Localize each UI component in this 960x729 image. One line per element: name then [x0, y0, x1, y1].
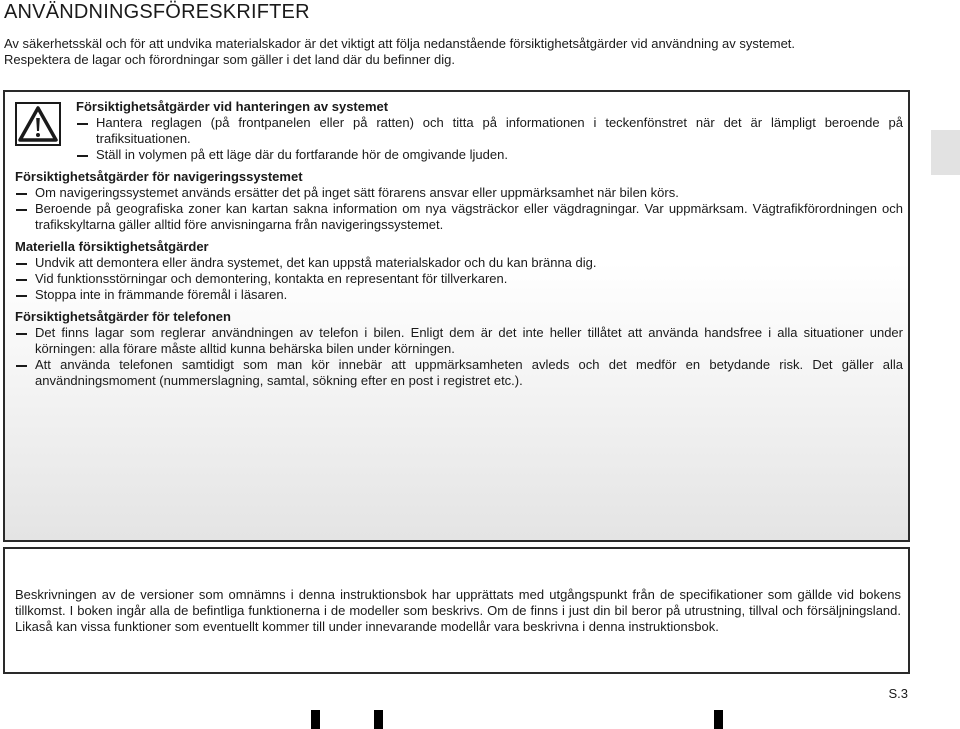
section-list	[15, 185, 903, 233]
side-tab-marker	[931, 130, 960, 175]
warning-box	[3, 90, 910, 542]
section-list	[15, 325, 903, 389]
list-item: Beroende på geografiska zoner kan kartan sakna information om nya vägsträckor eller vägdragningar. Var uppmärksam. Vägtrafikförordningen och trafikskyltarna gäller alltid före anvisningarna från navigeringssystemet.	[15, 201, 903, 233]
page-title: ANVÄNDNINGSFÖRESKRIFTER	[4, 1, 310, 23]
intro-text	[4, 36, 924, 68]
list-item: Om navigeringssystemet används ersätter det på inget sätt förarens ansvar eller uppmärksamhet när bilen körs.	[15, 185, 903, 201]
section-list	[15, 255, 903, 303]
section-heading: Materiella försiktighetsåtgärder	[15, 239, 209, 254]
list-item: Ställ in volymen på ett läge där du fortfarande hör de omgivande ljuden.	[76, 147, 903, 163]
intro-line-2: Respektera de lagar och förordningar som gäller i det land där du befinner dig.	[4, 52, 455, 67]
section-list	[76, 115, 903, 163]
list-item: Vid funktionsstörningar och demontering, kontakta en representant för tillverkaren.	[15, 271, 903, 287]
section-heading: Försiktighetsåtgärder för navigeringssystemet	[15, 169, 303, 184]
list-item: Stoppa inte in främmande föremål i läsaren.	[15, 287, 903, 303]
section-system-handling	[15, 99, 903, 163]
page-number: S.3	[888, 686, 908, 701]
crop-mark	[374, 710, 383, 729]
section-heading: Försiktighetsåtgärder för telefonen	[15, 309, 231, 324]
info-text: Beskrivningen av de versioner som omnämns i denna instruktionsbok har upprättats med utgångspunkt från de specifikationer som gällde vid bokens tillkomst. I boken ingår alla de befintliga funktionerna i de modeller som beskrivs. Om de finns i just din bil beror på utrustning, tillval och försäljningsland. Likaså kan vissa funktioner som eventuellt kommer till under innevarande modellår vara beskrivna i denna instruktionsbok.	[15, 587, 901, 634]
section-navigation	[15, 169, 903, 233]
warning-content	[15, 99, 903, 395]
section-heading: Försiktighetsåtgärder vid hanteringen av systemet	[76, 99, 389, 114]
crop-mark	[714, 710, 723, 729]
list-item: Undvik att demontera eller ändra systemet, det kan uppstå materialskador och du kan bränna dig.	[15, 255, 903, 271]
info-box	[3, 547, 910, 674]
section-material	[15, 239, 903, 303]
list-item: Hantera reglagen (på frontpanelen eller på ratten) och titta på informationen i teckenfönstret när det är lämpligt beroende på trafiksituationen.	[76, 115, 903, 147]
section-telephone	[15, 309, 903, 389]
crop-mark	[311, 710, 320, 729]
list-item: Det finns lagar som reglerar användningen av telefon i bilen. Enligt dem är det inte heller tillåtet att använda handsfree i alla situationer under körningen: alla förare måste alltid kunna behärska bilen under körningen.	[15, 325, 903, 357]
list-item: Att använda telefonen samtidigt som man kör innebär att uppmärksamheten avleds och det medför en betydande risk. Det gäller alla användningsmoment (nummerslagning, samtal, sökning efter en post i registret etc.).	[15, 357, 903, 389]
intro-line-1: Av säkerhetsskäl och för att undvika materialskador är det viktigt att följa nedanstående försiktighetsåtgärder vid användning av systemet.	[4, 36, 796, 51]
